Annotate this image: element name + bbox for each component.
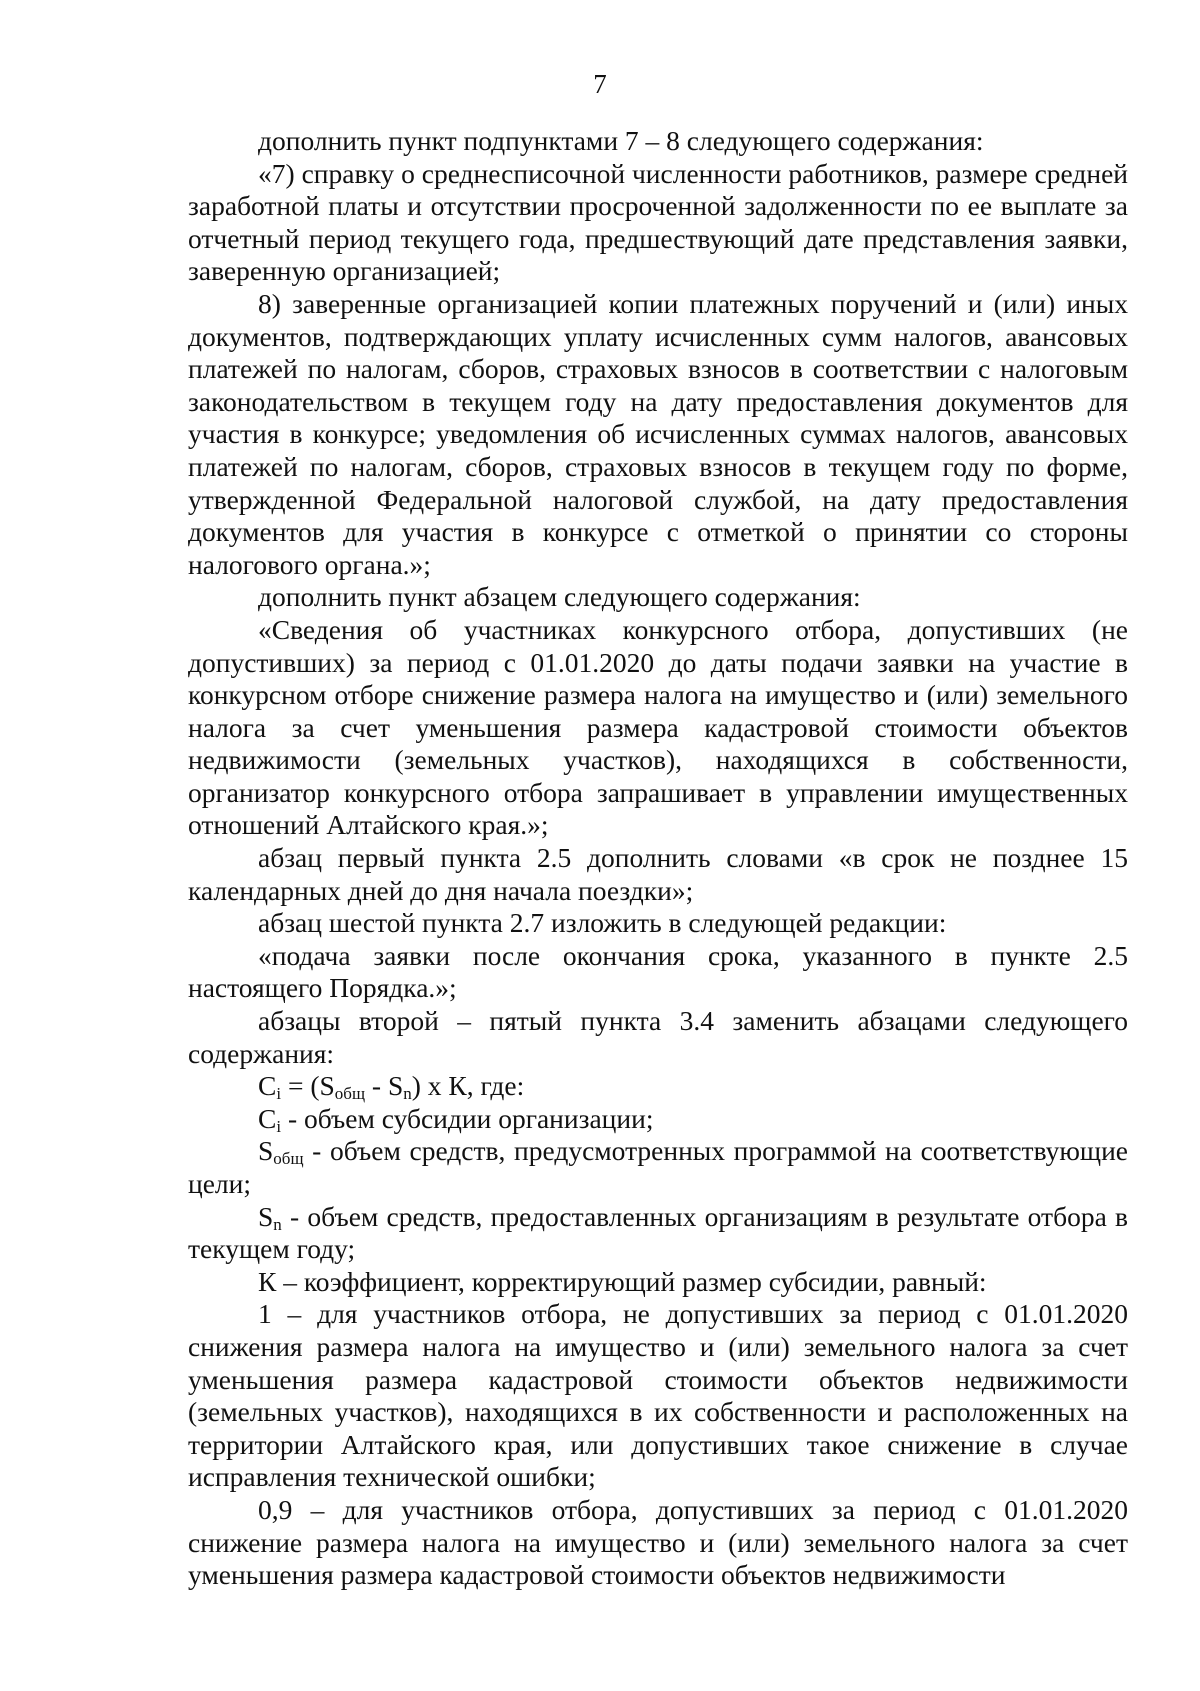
definition-ci-symbol: C [258,1102,277,1134]
formula-subsidy [188,1070,1128,1103]
paragraph-late-submission: «подача заявки после окончания срока, указанного в пункте 2.5 настоящего Порядка.»; [188,939,1128,1004]
document-body [188,125,1128,1592]
definition-ci [188,1103,1128,1136]
definition-ci-subscript: i [276,1116,282,1136]
paragraph-amend-paragraph: дополнить пункт абзацем следующего содержания: [258,581,861,613]
formula-s-total-subscript: общ [334,1084,366,1104]
definition-sn-subscript: n [273,1214,282,1234]
definition-sn-symbol: S [258,1200,274,1232]
paragraph-amend-subitems: дополнить пункт подпунктами 7 – 8 следующего содержания: [258,125,984,156]
formula-tail: ) х К, где: [411,1070,525,1102]
formula-ci-subscript: i [276,1084,282,1104]
paragraph-item-2-7: абзац шестой пункта 2.7 изложить в следующей редакции: [258,907,947,939]
paragraph-item-2-5: абзац первый пункта 2.5 дополнить словами «в срок не позднее 15 календарных дней до дня начала поездки»; [188,842,1128,906]
paragraph-item-8: 8) заверенные организацией копии платежных поручений и (или) иных документов, подтверждающих уплату исчисленных сумм налогов, авансовых платежей по налогам, сборов, страховых взносов в соответствии с налоговым законодательством в текущем году на дату предоставления документов для участия в конкурсе; уведомления об исчисленных суммах налогов, авансовых платежей по налогам, сборов, страховых взносов в текущем году по форме, утвержденной Федеральной налоговой службой, на дату предоставления документов для участия в конкурсе с отметкой о принятии со стороны налогового органа.»; [188,287,1128,580]
coefficient-1: 1 – для участников отбора, не допустивших за период с 01.01.2020 снижения размера налога на имущество и (или) земельного налога за счет уменьшения размера кадастровой стоимости объектов недвижимости (земельных участков), находящихся в их собственности и расположенных на территории Алтайского края, или допустивших такое снижение в случае исправления технической ошибки; [188,1298,1128,1493]
definition-k: К – коэффициент, корректирующий размер субсидии, равный: [258,1265,987,1297]
definition-sn-text: - объем средств, предоставленных организациям в результате отбора в текущем году; [188,1200,1128,1265]
coefficient-0-9: 0,9 – для участников отбора, допустивших за период с 01.01.2020 снижение размера налога на имущество и (или) земельного налога за счет уменьшения размера кадастровой стоимости объектов недвижимости [188,1493,1128,1591]
paragraph-item-7: «7) справку о среднесписочной численности работников, размере средней заработной платы и отсутствии просроченной задолженности по ее выплате за отчетный период текущего года, предшествующий дате представления заявки, заверенную организацией; [188,157,1128,287]
definition-s-total-subscript: общ [273,1149,304,1169]
definition-s-total-symbol: S [258,1135,274,1167]
formula-sn-subscript: n [403,1084,412,1104]
formula-minus-part: - S [365,1070,404,1102]
paragraph-participants-info: «Сведения об участниках конкурсного отбора, допустивших (не допустивших) за период с 01.01.2020 до даты подачи заявки на участие в конкурсном отборе снижение размера налога на имущество и (или) земельного налога за счет уменьшения размера кадастровой стоимости объектов недвижимости (земельных участков), находящихся в собственности, организатор конкурсного отбора запрашивает в управлении имущественных отношений Алтайского края.»; [188,613,1128,841]
paragraph-item-3-4: абзацы второй – пятый пункта 3.4 заменить абзацами следующего содержания: [188,1005,1128,1069]
page-number: 7 [593,69,607,99]
formula-ci-symbol: C [258,1070,277,1102]
definition-s-total [188,1135,1128,1200]
definition-s-total-text: - объем средств, предусмотренных программой на соответствующие цели; [188,1135,1128,1199]
definition-sn [188,1201,1128,1266]
definition-ci-text: - объем субсидии организации; [281,1102,654,1134]
formula-equals-part: = (S [281,1070,335,1102]
